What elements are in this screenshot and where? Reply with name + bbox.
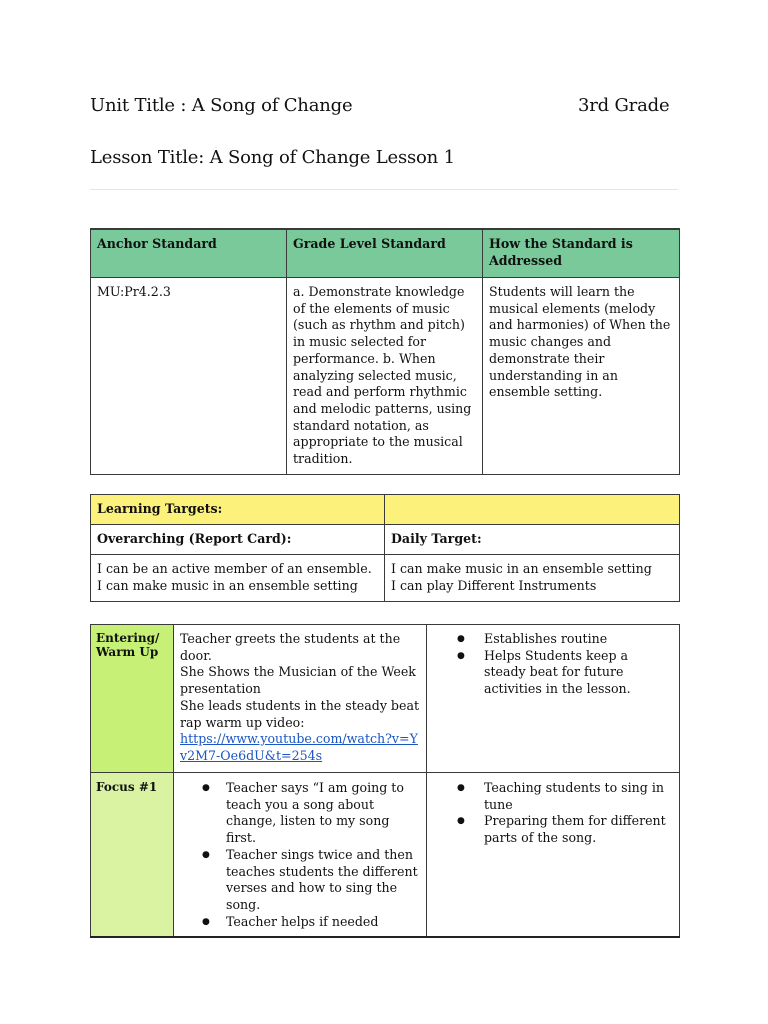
grade-level-standard-cell: a. Demonstrate knowledge of the elements of music (such as rhythm and pitch) in music selected for performance. b. When analyzing selected music, read and perform rhythmic and melodic patterns, using standard notation, as appropriate to the musical tradition. xyxy=(287,278,483,475)
learning-targets-table xyxy=(90,494,680,602)
list-item: ● Teacher says “I am going to teach you a song about change, listen to my song first. xyxy=(180,780,420,847)
overarching-target: I can make music in an ensemble setting xyxy=(97,577,358,593)
unit-title: Unit Title : A Song of Change xyxy=(90,95,353,116)
standards-header-row xyxy=(91,229,680,278)
standards-row xyxy=(91,278,680,475)
list-item: ● Teaching students to sing in tune xyxy=(433,780,673,813)
entering-line: Teacher greets the students at the door. xyxy=(180,631,401,663)
entering-label: Entering/ Warm Up xyxy=(91,625,174,773)
focus1-steps xyxy=(174,773,427,938)
entering-row xyxy=(91,625,680,773)
learning-targets-empty xyxy=(385,495,680,525)
entering-line: She Shows the Musician of the Week presentation xyxy=(180,664,416,697)
warmup-video-link[interactable]: https://www.youtube.com/watch?v=Yv2M7-Oe6dU&t=254s xyxy=(180,731,418,763)
activities-table xyxy=(90,624,680,938)
overarching-label: Overarching (Report Card): xyxy=(91,525,385,555)
entering-notes xyxy=(427,625,680,773)
learning-targets-row xyxy=(91,495,680,525)
focus1-label: Focus #1 xyxy=(91,773,174,938)
header-how-addressed: How the Standard is Addressed xyxy=(483,229,680,278)
how-addressed-cell: Students will learn the musical elements (melody and harmonies) of When the music changes and demonstrate their understanding in an ensemble setting. xyxy=(483,278,680,475)
list-item: ● Teacher sings twice and then teaches students the different verses and how to sing the song. xyxy=(180,847,420,914)
targets-values-row xyxy=(91,555,680,602)
list-item: ● Establishes routine xyxy=(433,631,673,648)
divider xyxy=(90,189,678,190)
list-item: ● Preparing them for different parts of the song. xyxy=(433,813,673,846)
standards-table xyxy=(90,228,680,475)
entering-line: She leads students in the steady beat rap warm up video: xyxy=(180,697,420,730)
list-item: ● Helps Students keep a steady beat for future activities in the lesson. xyxy=(433,648,673,698)
anchor-standard-cell: MU:Pr4.2.3 xyxy=(91,278,287,475)
header-grade-level-standard: Grade Level Standard xyxy=(287,229,483,278)
focus1-notes xyxy=(427,773,680,938)
daily-target-label: Daily Target: xyxy=(385,525,680,555)
lesson-title: Lesson Title: A Song of Change Lesson 1 xyxy=(90,147,455,168)
learning-targets-title: Learning Targets: xyxy=(91,495,385,525)
overarching-target: I can be an active member of an ensemble. xyxy=(97,561,372,576)
targets-label-row xyxy=(91,525,680,555)
focus1-row xyxy=(91,773,680,938)
grade-level: 3rd Grade xyxy=(578,95,670,116)
daily-target: I can play Different Instruments xyxy=(391,577,597,593)
entering-description xyxy=(174,625,427,773)
daily-targets xyxy=(385,555,680,602)
overarching-targets xyxy=(91,555,385,602)
daily-target: I can make music in an ensemble setting xyxy=(391,561,652,576)
list-item: ● Teacher helps if needed xyxy=(180,914,420,931)
header-anchor-standard: Anchor Standard xyxy=(91,229,287,278)
